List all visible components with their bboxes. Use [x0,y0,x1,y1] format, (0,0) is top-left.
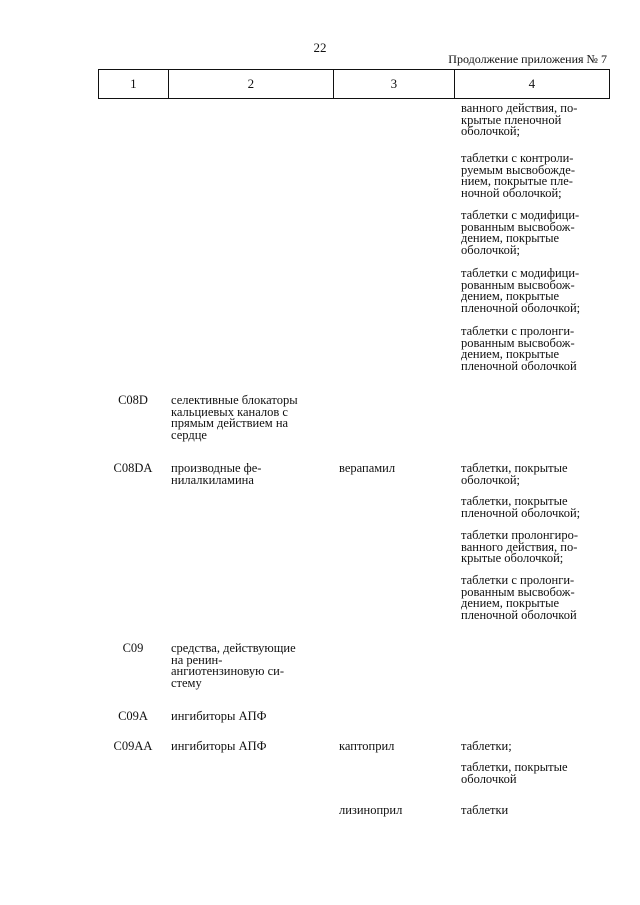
dosage-form: таблетки, покрытые оболочкой; [461,461,568,487]
dosage-form: таблетки с пролонги- рованным высвобож- дением, покрытые пленочной оболочкой [461,324,577,373]
drug-name: каптоприл [339,739,395,753]
atc-code: C08DA [113,461,153,475]
header-col-2: 2 [169,70,334,98]
dosage-form: таблетки пролонгиро- ванного действия, по- крытые оболочкой; [461,528,579,566]
dosage-form: таблетки с контроли- руемым высвобожде- нием, покрытые пле- ночной оболочкой; [461,151,575,200]
dosage-form: таблетки, покрытые пленочной оболочкой; [461,494,581,520]
atc-group: ингибиторы АПФ [171,739,267,753]
atc-code: C09 [122,641,144,655]
header-col-3: 3 [334,70,455,98]
table-header [98,69,610,99]
atc-group: производные фе- нилалкиламина [171,461,262,487]
dosage-form: таблетки с модифици- рованным высвобож- дением, покрытые пленочной оболочкой; [461,266,581,315]
dosage-form: ванного действия, по- крытые пленочной оболочкой; [461,101,578,139]
header-col-1: 1 [99,70,169,98]
header-col-4: 4 [528,76,536,91]
atc-code: C08D [118,393,148,407]
dosage-form: таблетки [461,803,509,817]
continuation-label: Продолжение приложения № 7 [448,52,607,66]
atc-code: C09AA [113,739,153,753]
dosage-form: таблетки; [461,739,512,753]
atc-group: селективные блокаторы кальциевых каналов с прямым действием на сердце [171,393,298,442]
atc-code: C09A [118,709,148,723]
atc-group: средства, действующие на ренин- ангиотензиновую си- стему [171,641,296,690]
drug-name: лизиноприл [339,803,403,817]
dosage-form: таблетки с модифици- рованным высвобож- дением, покрытые оболочкой; [461,208,580,257]
dosage-form: таблетки с пролонги- рованным высвобож- дением, покрытые пленочной оболочкой [461,573,577,622]
page-number: 22 [313,40,327,55]
drug-name: верапамил [339,461,396,475]
atc-group: ингибиторы АПФ [171,709,267,723]
dosage-form: таблетки, покрытые оболочкой [461,760,568,786]
